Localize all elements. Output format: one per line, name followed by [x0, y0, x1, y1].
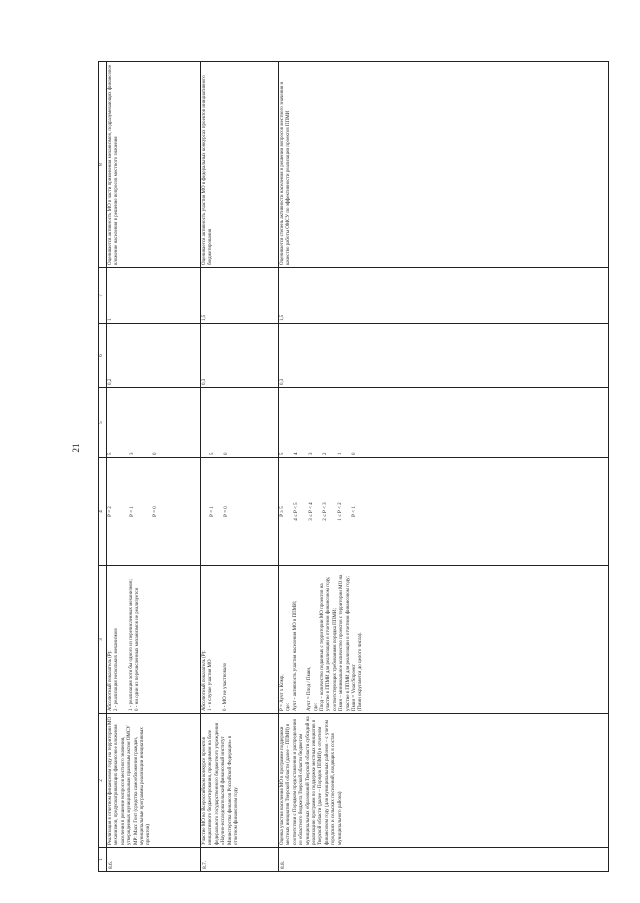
weight-cell: 0,3 — [279, 324, 609, 388]
points-value: 0 — [152, 452, 158, 455]
formula-line: 2 - реализация нескольких механизмов — [114, 628, 120, 711]
condition: Р = 0 — [224, 506, 230, 517]
formula-cell — [201, 566, 279, 714]
points-value: 0 — [224, 452, 230, 455]
condition: 2 ≤ Р < 3 — [323, 502, 329, 521]
formula-line: Ппод – количество поданных с территории МО проектов на участие в ППМИ для реализации в отчетном финансовом году, соответствующих требованиям порядка ППМИ; — [319, 576, 338, 711]
points-value: 4 — [294, 452, 300, 455]
indicator-cell: Оценка участия населения МО в программе поддержки местных инициатив Тверской области (далее – ППМИ) в соответствии с Порядком предоставления и распределения из областного бюджета Тверской области бюджетам муниципальных образований Тверской области субсидий на реализацию программ по поддержке местных инициатив в Тверской области (далее – Порядок ППМИ) в отчетном финансовом году (для муниципальных районов – с учетом городских и сельских поселений, входящих в состав муниципального района) — [279, 714, 609, 848]
comment-cell: Оценивается активность участия МО в федеральных конкурсах проектов инициативного бюджетирования — [201, 62, 279, 268]
row-number: 8.7. — [201, 848, 279, 872]
formula-line: 1 - в случае участия МО — [208, 659, 214, 711]
conditions-cell — [279, 458, 609, 566]
formula-line: Пмин – минимальное количество проектов с территории МО на участие в ППМИ для реализации в отчетном финансовом году; — [339, 574, 351, 711]
conditions-cell — [201, 458, 279, 566]
col-header-5: 5 — [99, 388, 107, 458]
table-row — [107, 62, 201, 872]
formula-line: Пмин = Vнас/Sпроект — [351, 664, 357, 711]
weight-cell: 0,3 — [201, 324, 279, 388]
indicator-cell: Реализация в отчетном финансовом году на территории МО механизмов, предусматривающих финансовое вложения населения в решение вопросов местного значения, утвержденных муниципальным правовым актом ОМСУ МР: Масс Гонт (средства самообложения граждан, муниципальные программы реализации инициативных проектов) — [107, 714, 201, 848]
comment-cell: Оценивается степень активности населения в решении вопросов местного значения и качество работы ОМСУ по эффективности реализации проектов ППМИ — [279, 62, 609, 268]
points-value: 0 — [351, 452, 357, 455]
col-header-6: 6 — [99, 324, 107, 388]
points-value: 5 — [280, 452, 285, 455]
condition: Р < 1 — [351, 506, 357, 517]
condition: Р = 2 — [108, 506, 113, 517]
points-value: 1 — [337, 452, 343, 455]
table-row — [279, 62, 609, 872]
points-value: 3 — [130, 452, 136, 455]
criteria-table — [98, 61, 609, 872]
formula-line: Абсолютный показатель (Р): — [202, 650, 207, 711]
col-header-8: 8 — [99, 62, 107, 268]
condition: Р = 1 — [210, 506, 215, 517]
col-header-3: 3 — [99, 566, 107, 714]
formula-cell — [279, 566, 609, 714]
max-score-cell: 1 — [107, 268, 201, 324]
formula-line: где: — [286, 703, 292, 711]
condition: Р = 0 — [152, 506, 158, 517]
points-cell — [107, 388, 201, 458]
max-score-cell: 1,5 — [279, 268, 609, 324]
formula-line: Абсолютный показатель (Р): — [108, 650, 113, 711]
formula-line: (Пмин округляется до целого числа). — [358, 632, 364, 711]
col-header-2: 2 — [99, 714, 107, 848]
col-header-7: 7 — [99, 268, 107, 324]
points-cell — [201, 388, 279, 458]
condition: 1 ≤ Р < 2 — [337, 502, 343, 521]
condition: 4 ≤ Р < 5 — [294, 502, 300, 521]
max-score-cell: 1,5 — [201, 268, 279, 324]
formula-line: Аучт = Ппод / Пмин, — [307, 666, 313, 711]
formula-line: где: — [313, 703, 319, 711]
formula-cell — [107, 566, 201, 714]
indicator-cell: Участие МО во Всероссийском конкурсе проектов инициативного бюджетирования, проводимом на базе федерального государственного бюджетного учреждения «Научно-исследовательский финансовый институт Министерства финансов Российской Федерации» в отчетном финансовом году — [201, 714, 279, 848]
points-value: 3 — [308, 452, 314, 455]
points-value: 5 — [108, 452, 113, 455]
col-header-4: 4 — [99, 458, 107, 566]
formula-line: 0 - ни один из перечисленных механизмов не реализуется — [135, 588, 141, 711]
points-value: 2 — [323, 452, 329, 455]
row-number: 8.6. — [107, 848, 201, 872]
formula-line: 0 - МО не участвовало — [222, 662, 228, 711]
comment-cell: Оценивается активность МО в части применения механизмов, подразумевающих финансовое вложение населения в решение вопросов местного значения — [107, 62, 201, 268]
row-number: 8.8. — [279, 848, 609, 872]
points-value: 5 — [210, 452, 215, 455]
condition: 3 ≤ Р < 4 — [308, 502, 314, 521]
formula-line: Аучт - активность участия населения МО в ППМИ; — [292, 600, 298, 711]
condition: Р = 1 — [130, 506, 136, 517]
page-number: 21 — [71, 443, 81, 453]
formula-line: Р = Аучт х Кпмр, — [280, 674, 285, 711]
formula-line: 1 - реализация хотя бы одного из перечисленных механизмов; — [128, 579, 134, 711]
table-row — [201, 62, 279, 872]
condition: Р ≥ 5 — [280, 506, 285, 517]
col-header-1: 1 — [99, 848, 107, 872]
points-cell — [279, 388, 609, 458]
weight-cell: 0,2 — [107, 324, 201, 388]
rotated-table-container — [98, 62, 608, 872]
conditions-cell — [107, 458, 201, 566]
header-row — [99, 62, 107, 872]
